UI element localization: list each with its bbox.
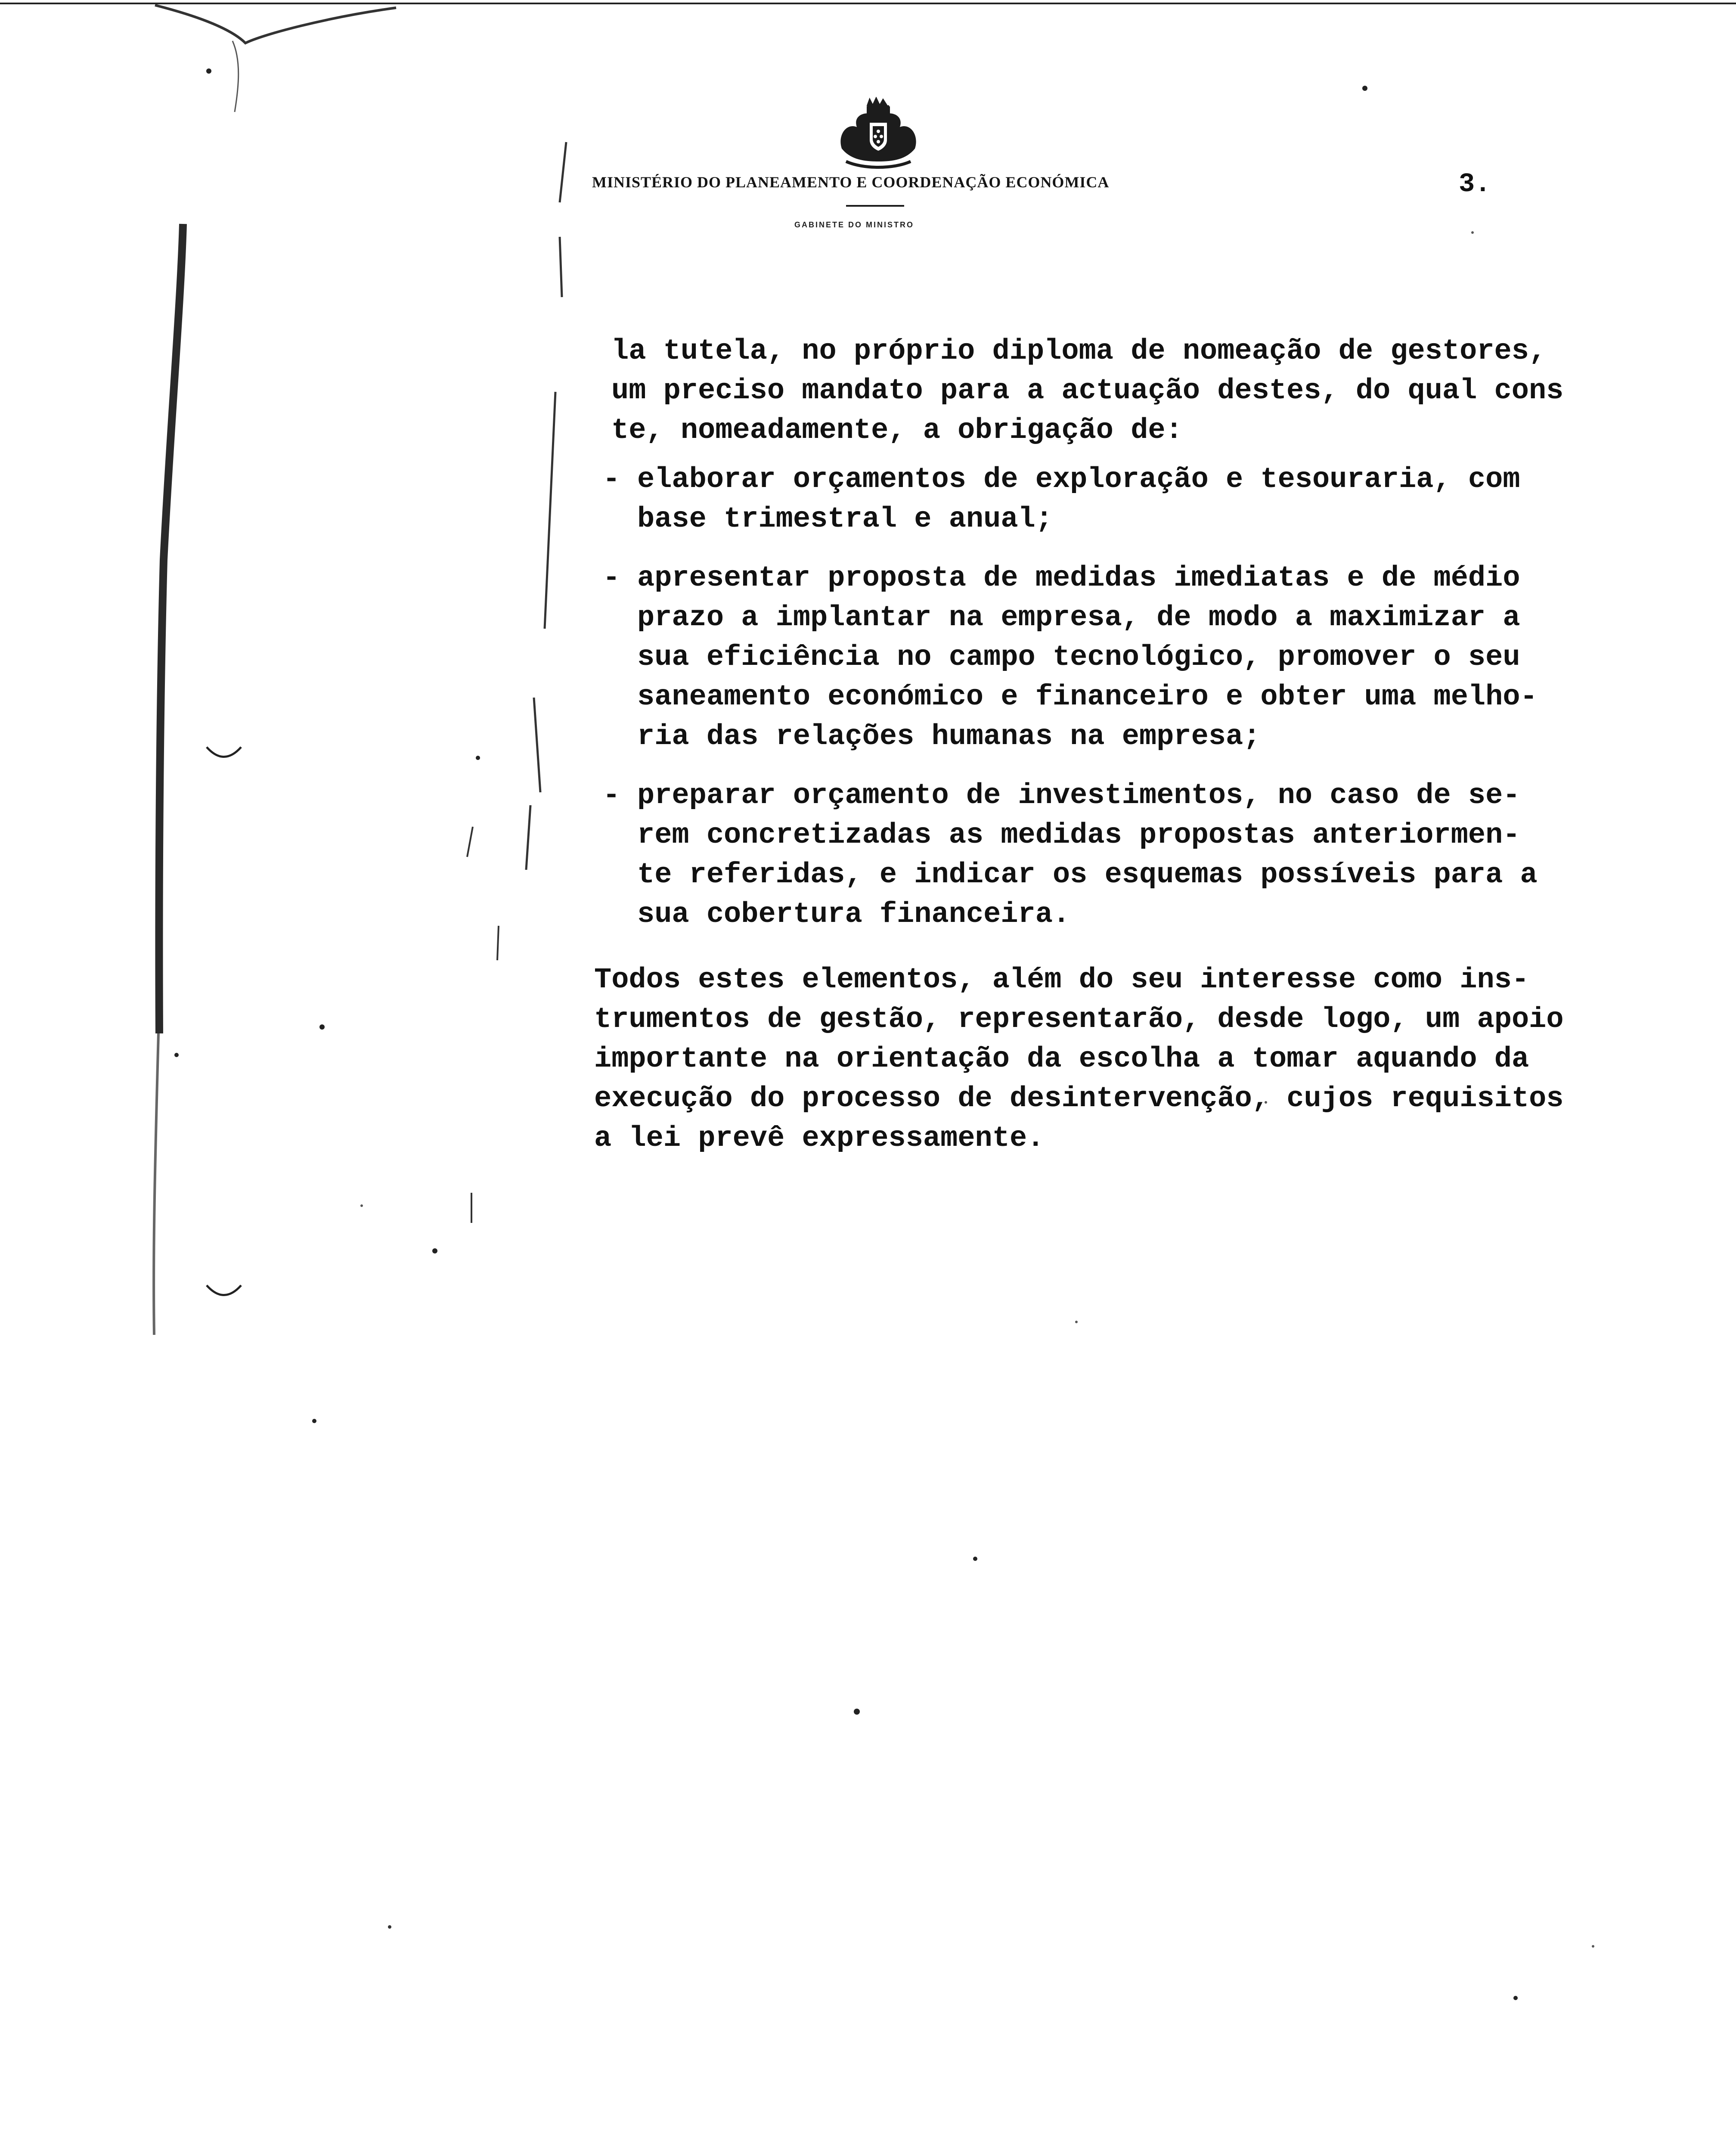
obligations-list bbox=[594, 460, 1584, 934]
text-line: trumentos de gestão, representarão, desde logo, um apoio bbox=[594, 1003, 1564, 1036]
text-line: importante na orientação da escolha a tomar aquando da bbox=[594, 1043, 1529, 1076]
text-line: a lei prevê expressamente. bbox=[594, 1122, 1045, 1155]
intro-paragraph bbox=[611, 332, 1584, 450]
text-line: apresentar proposta de medidas imediatas e de médio bbox=[637, 562, 1520, 595]
list-item bbox=[594, 776, 1584, 934]
list-item bbox=[594, 460, 1584, 539]
text-line: sua cobertura financeira. bbox=[637, 898, 1070, 931]
text-line: Todos estes elementos, além do seu interesse como ins- bbox=[594, 964, 1529, 996]
header-rule bbox=[846, 205, 904, 207]
text-line: te referidas, e indicar os esquemas possíveis para a bbox=[637, 859, 1538, 891]
text-line: prazo a implantar na empresa, de modo a maximizar a bbox=[637, 602, 1520, 634]
coat-of-arms-icon bbox=[833, 97, 924, 170]
bullet-dash: - bbox=[603, 463, 620, 496]
bullet-dash: - bbox=[603, 779, 620, 812]
text-line: te, nomeadamente, a obrigação de: bbox=[611, 414, 1183, 447]
text-line: saneamento económico e financeiro e obter uma melho- bbox=[637, 681, 1538, 714]
text-line: ria das relações humanas na empresa; bbox=[637, 720, 1261, 753]
text-line: elaborar orçamentos de exploração e tesouraria, com bbox=[637, 463, 1520, 496]
text-line: rem concretizadas as medidas propostas anteriormen- bbox=[637, 819, 1520, 852]
list-item bbox=[594, 558, 1584, 757]
text-line: execução do processo de desintervenção, cujos requisitos bbox=[594, 1083, 1564, 1115]
text-line: preparar orçamento de investimentos, no caso de se- bbox=[637, 779, 1520, 812]
document-body bbox=[594, 332, 1584, 1158]
cabinet-name: GABINETE DO MINISTRO bbox=[794, 220, 914, 229]
text-line: la tutela, no próprio diploma de nomeação de gestores, bbox=[611, 335, 1547, 368]
page-number: 3. bbox=[1459, 169, 1491, 199]
closing-paragraph bbox=[594, 960, 1584, 1158]
bullet-dash: - bbox=[603, 562, 620, 595]
text-line: sua eficiência no campo tecnológico, promover o seu bbox=[637, 641, 1520, 674]
ministry-name: MINISTÉRIO DO PLANEAMENTO E COORDENAÇÃO ECONÓMICA bbox=[592, 174, 1110, 191]
text-line: um preciso mandato para a actuação destes, do qual cons bbox=[611, 375, 1564, 407]
text-line: base trimestral e anual; bbox=[637, 503, 1053, 536]
